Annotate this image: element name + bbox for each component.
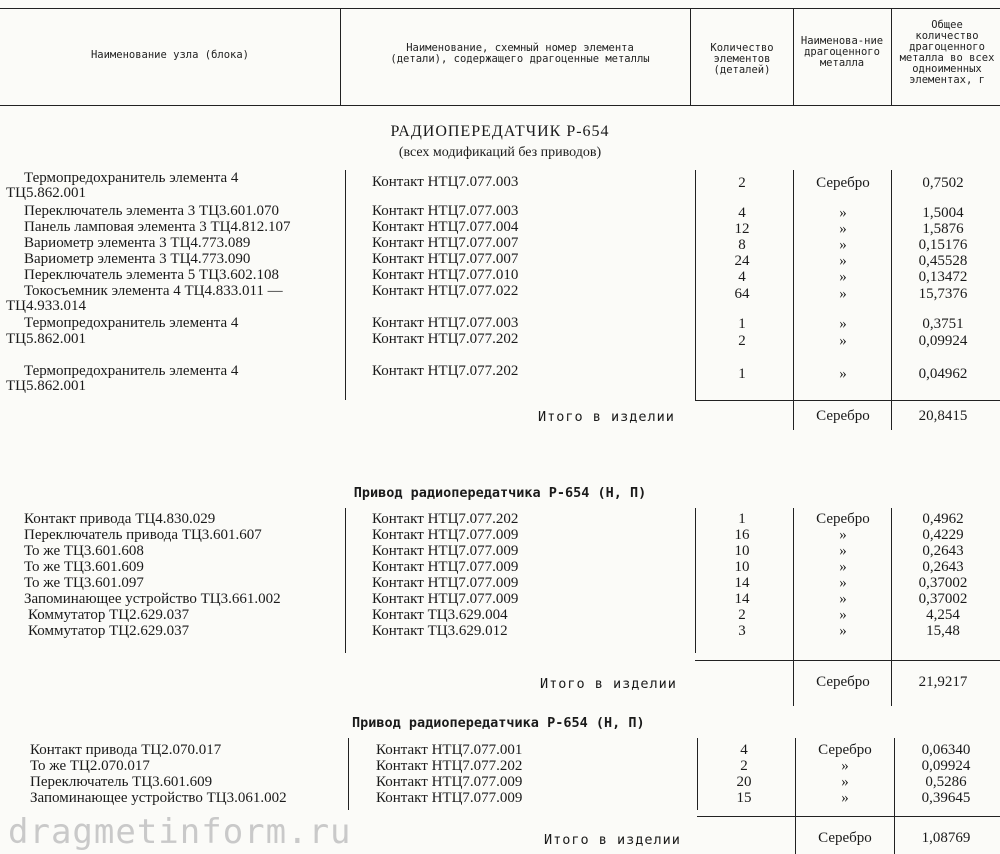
s1-r8-qty: 1 <box>738 316 746 332</box>
section1-subtitle: (всех модификаций без приводов) <box>398 145 602 160</box>
header-divider-1 <box>340 8 341 106</box>
s2-r1-metal: Серебро <box>816 511 870 527</box>
s3-divider-3 <box>795 738 796 854</box>
s2-r7-qty: 2 <box>738 607 746 623</box>
s1-r7-qty: 64 <box>734 286 750 302</box>
s1-r10-part: Контакт НТЦ7.077.202 <box>372 363 519 379</box>
s1-r2-metal: » <box>839 205 847 221</box>
s2-r6-unit: Запоминающее устройство ТЦ3.661.002 <box>24 591 281 607</box>
s1-total-mass: 20,8415 <box>918 408 968 424</box>
s2-total-rule <box>695 660 1000 661</box>
s2-r5-qty: 14 <box>734 575 750 591</box>
s1-r5-qty: 24 <box>734 253 750 269</box>
s2-divider-4 <box>891 508 892 706</box>
s1-r3-metal: » <box>839 221 847 237</box>
s3-r1-metal: Серебро <box>818 742 872 758</box>
s3-total-rule <box>697 816 1000 817</box>
s2-r6-mass: 0,37002 <box>918 591 968 607</box>
s2-r5-part: Контакт НТЦ7.077.009 <box>372 575 519 591</box>
header-top-rule <box>0 8 1000 9</box>
s1-r5-metal: » <box>839 253 847 269</box>
s2-r4-metal: » <box>839 559 847 575</box>
s3-r4-metal: » <box>841 790 849 806</box>
s1-r2-unit: Переключатель элемента 3 ТЦ3.601.070 <box>24 203 280 219</box>
s3-divider-2 <box>697 738 698 810</box>
s2-r6-qty: 14 <box>734 591 750 607</box>
s2-r1-unit: Контакт привода ТЦ4.830.029 <box>24 511 216 527</box>
s3-r2-part: Контакт НТЦ7.077.202 <box>376 758 523 774</box>
s3-divider-1 <box>348 738 349 810</box>
s1-r2-qty: 4 <box>738 205 746 221</box>
s2-r4-mass: 0,2643 <box>922 559 964 575</box>
header-part-name: Наименование, схемный номер элемента (детали), содержащего драгоценные металлы <box>390 42 650 65</box>
s3-r3-part: Контакт НТЦ7.077.009 <box>376 774 523 790</box>
s1-r8-unit: Термопредохранитель элемента 4 <box>24 315 239 331</box>
header-metal-name: Наименова-ние драгоценного металла <box>800 35 884 69</box>
s3-r2-mass: 0,09924 <box>921 758 971 774</box>
s3-r4-unit: Запоминающее устройство ТЦ3.061.002 <box>30 790 287 806</box>
s1-r10-metal: » <box>839 366 847 382</box>
s2-total-metal: Серебро <box>816 674 870 690</box>
s3-divider-4 <box>894 738 895 854</box>
s1-r3-part: Контакт НТЦ7.077.004 <box>372 219 519 235</box>
s1-r3-unit: Панель ламповая элемента 3 ТЦ4.812.107 <box>24 219 291 235</box>
s1-r1-qty: 2 <box>738 175 746 191</box>
s2-r3-mass: 0,2643 <box>922 543 964 559</box>
s2-r8-mass: 15,48 <box>926 623 960 639</box>
s2-divider-1 <box>345 508 346 653</box>
s1-r6-part: Контакт НТЦ7.077.010 <box>372 267 519 283</box>
s2-r5-metal: » <box>839 575 847 591</box>
s2-r7-metal: » <box>839 607 847 623</box>
s3-r4-mass: 0,39645 <box>921 790 971 806</box>
watermark: dragmetinform.ru <box>8 812 352 852</box>
s1-r3-mass: 1,5876 <box>922 221 964 237</box>
s2-r3-part: Контакт НТЦ7.077.009 <box>372 543 519 559</box>
s2-r3-unit: То же ТЦ3.601.608 <box>24 543 144 559</box>
s1-r4-qty: 8 <box>738 237 746 253</box>
s2-r8-unit: Коммутатор ТЦ2.629.037 <box>28 623 190 639</box>
section1-title: РАДИОПЕРЕДАТЧИК Р-654 <box>390 123 610 140</box>
s2-divider-3 <box>793 508 794 706</box>
s3-r1-mass: 0,06340 <box>921 742 971 758</box>
s2-r1-part: Контакт НТЦ7.077.202 <box>372 511 519 527</box>
s2-r6-part: Контакт НТЦ7.077.009 <box>372 591 519 607</box>
s1-r10-mass: 0,04962 <box>918 366 968 382</box>
s1-r7-mass: 15,7376 <box>918 286 968 302</box>
s1-r1-unit-code: ТЦ5.862.001 <box>6 185 86 201</box>
s1-r1-unit: Термопредохранитель элемента 4 <box>24 170 239 186</box>
s1-r4-metal: » <box>839 237 847 253</box>
section3-title: Привод радиопередатчика Р-654 (Н, П) <box>352 715 645 731</box>
s1-r1-metal: Серебро <box>816 175 870 191</box>
s1-total-label: Итого в изделии <box>538 409 675 425</box>
s1-r8-unit-code: ТЦ5.862.001 <box>6 331 86 347</box>
s1-r9-metal: » <box>839 333 847 349</box>
s3-r3-unit: Переключатель ТЦ3.601.609 <box>30 774 213 790</box>
s1-divider-2 <box>695 170 696 400</box>
s1-r9-qty: 2 <box>738 333 746 349</box>
header-bottom-rule <box>0 105 1000 106</box>
s1-r8-part: Контакт НТЦ7.077.003 <box>372 315 519 331</box>
s3-r1-part: Контакт НТЦ7.077.001 <box>376 742 523 758</box>
s2-r4-unit: То же ТЦ3.601.609 <box>24 559 144 575</box>
s1-r10-unit-code: ТЦ5.862.001 <box>6 378 86 394</box>
s1-divider-4 <box>891 170 892 430</box>
s3-r2-qty: 2 <box>740 758 748 774</box>
s1-r3-qty: 12 <box>734 221 750 237</box>
s3-r3-mass: 0,5286 <box>925 774 967 790</box>
s3-r4-qty: 15 <box>736 790 752 806</box>
s2-r2-metal: » <box>839 527 847 543</box>
header-unit-name: Наименование узла (блока) <box>90 49 250 61</box>
s3-r1-qty: 4 <box>740 742 748 758</box>
s3-total-metal: Серебро <box>818 830 872 846</box>
s2-total-mass: 21,9217 <box>918 674 968 690</box>
s1-r6-qty: 4 <box>738 269 746 285</box>
s2-r1-mass: 0,4962 <box>922 511 964 527</box>
header-divider-4 <box>891 8 892 106</box>
s2-r5-unit: То же ТЦ3.601.097 <box>24 575 144 591</box>
s1-r6-metal: » <box>839 269 847 285</box>
s2-r6-metal: » <box>839 591 847 607</box>
s2-r7-part: Контакт ТЦ3.629.004 <box>372 607 508 623</box>
s1-r7-metal: » <box>839 286 847 302</box>
s2-r8-qty: 3 <box>738 623 746 639</box>
s2-r4-qty: 10 <box>734 559 750 575</box>
s2-r8-metal: » <box>839 623 847 639</box>
s3-r3-qty: 20 <box>736 774 752 790</box>
s1-r5-part: Контакт НТЦ7.077.007 <box>372 251 519 267</box>
header-divider-2 <box>690 8 691 106</box>
s2-r1-qty: 1 <box>738 511 746 527</box>
s2-r2-mass: 0,4229 <box>922 527 964 543</box>
s1-r10-qty: 1 <box>738 366 746 382</box>
s3-r2-unit: То же ТЦ2.070.017 <box>30 758 150 774</box>
s3-total-mass: 1,08769 <box>921 830 971 846</box>
s2-r7-mass: 4,254 <box>926 607 960 623</box>
s1-r4-part: Контакт НТЦ7.077.007 <box>372 235 519 251</box>
s2-r8-part: Контакт ТЦ3.629.012 <box>372 623 508 639</box>
section2-title: Привод радиопередатчика Р-654 (Н, П) <box>353 485 647 501</box>
s3-r1-unit: Контакт привода ТЦ2.070.017 <box>30 742 222 758</box>
s2-total-label: Итого в изделии <box>540 676 677 692</box>
s2-r2-qty: 16 <box>734 527 750 543</box>
s2-r7-unit: Коммутатор ТЦ2.629.037 <box>28 607 190 623</box>
s3-r2-metal: » <box>841 758 849 774</box>
header-total-mass: Общее количество драгоценного металла во всех одноименных элементах, г <box>899 19 995 86</box>
s1-divider-3 <box>793 170 794 430</box>
s1-r1-part: Контакт НТЦ7.077.003 <box>372 174 519 190</box>
header-divider-3 <box>793 8 794 106</box>
s1-r4-mass: 0,15176 <box>918 237 968 253</box>
s1-r2-part: Контакт НТЦ7.077.003 <box>372 203 519 219</box>
s1-r2-mass: 1,5004 <box>922 205 964 221</box>
s1-r7-unit: Токосъемник элемента 4 ТЦ4.833.011 — <box>24 283 283 299</box>
s2-r2-part: Контакт НТЦ7.077.009 <box>372 527 519 543</box>
s2-r5-mass: 0,37002 <box>918 575 968 591</box>
s3-r4-part: Контакт НТЦ7.077.009 <box>376 790 523 806</box>
s1-r6-mass: 0,13472 <box>918 269 968 285</box>
s1-r5-unit: Вариометр элемента 3 ТЦ4.773.090 <box>24 251 251 267</box>
s1-total-rule <box>695 400 1000 401</box>
s1-r8-metal: » <box>839 316 847 332</box>
header-quantity: Количество элементов (деталей) <box>710 42 774 76</box>
s2-r3-metal: » <box>839 543 847 559</box>
s1-total-metal: Серебро <box>816 408 870 424</box>
s1-r10-unit: Термопредохранитель элемента 4 <box>24 363 239 379</box>
s1-r4-unit: Вариометр элемента 3 ТЦ4.773.089 <box>24 235 251 251</box>
s2-r4-part: Контакт НТЦ7.077.009 <box>372 559 519 575</box>
s3-r3-metal: » <box>841 774 849 790</box>
s3-total-label: Итого в изделии <box>544 832 681 848</box>
s1-r1-mass: 0,7502 <box>922 175 964 191</box>
s1-divider-1 <box>345 170 346 400</box>
s1-r8-mass: 0,3751 <box>922 316 964 332</box>
s1-r6-unit: Переключатель элемента 5 ТЦ3.602.108 <box>24 267 280 283</box>
s2-r3-qty: 10 <box>734 543 750 559</box>
s2-r2-unit: Переключатель привода ТЦ3.601.607 <box>24 527 262 543</box>
s1-r9-mass: 0,09924 <box>918 333 968 349</box>
s1-r9-part: Контакт НТЦ7.077.202 <box>372 331 519 347</box>
s1-r7-unit-code: ТЦ4.933.014 <box>6 298 86 314</box>
s1-r7-part: Контакт НТЦ7.077.022 <box>372 283 519 299</box>
s1-r5-mass: 0,45528 <box>918 253 968 269</box>
s2-divider-2 <box>695 508 696 653</box>
